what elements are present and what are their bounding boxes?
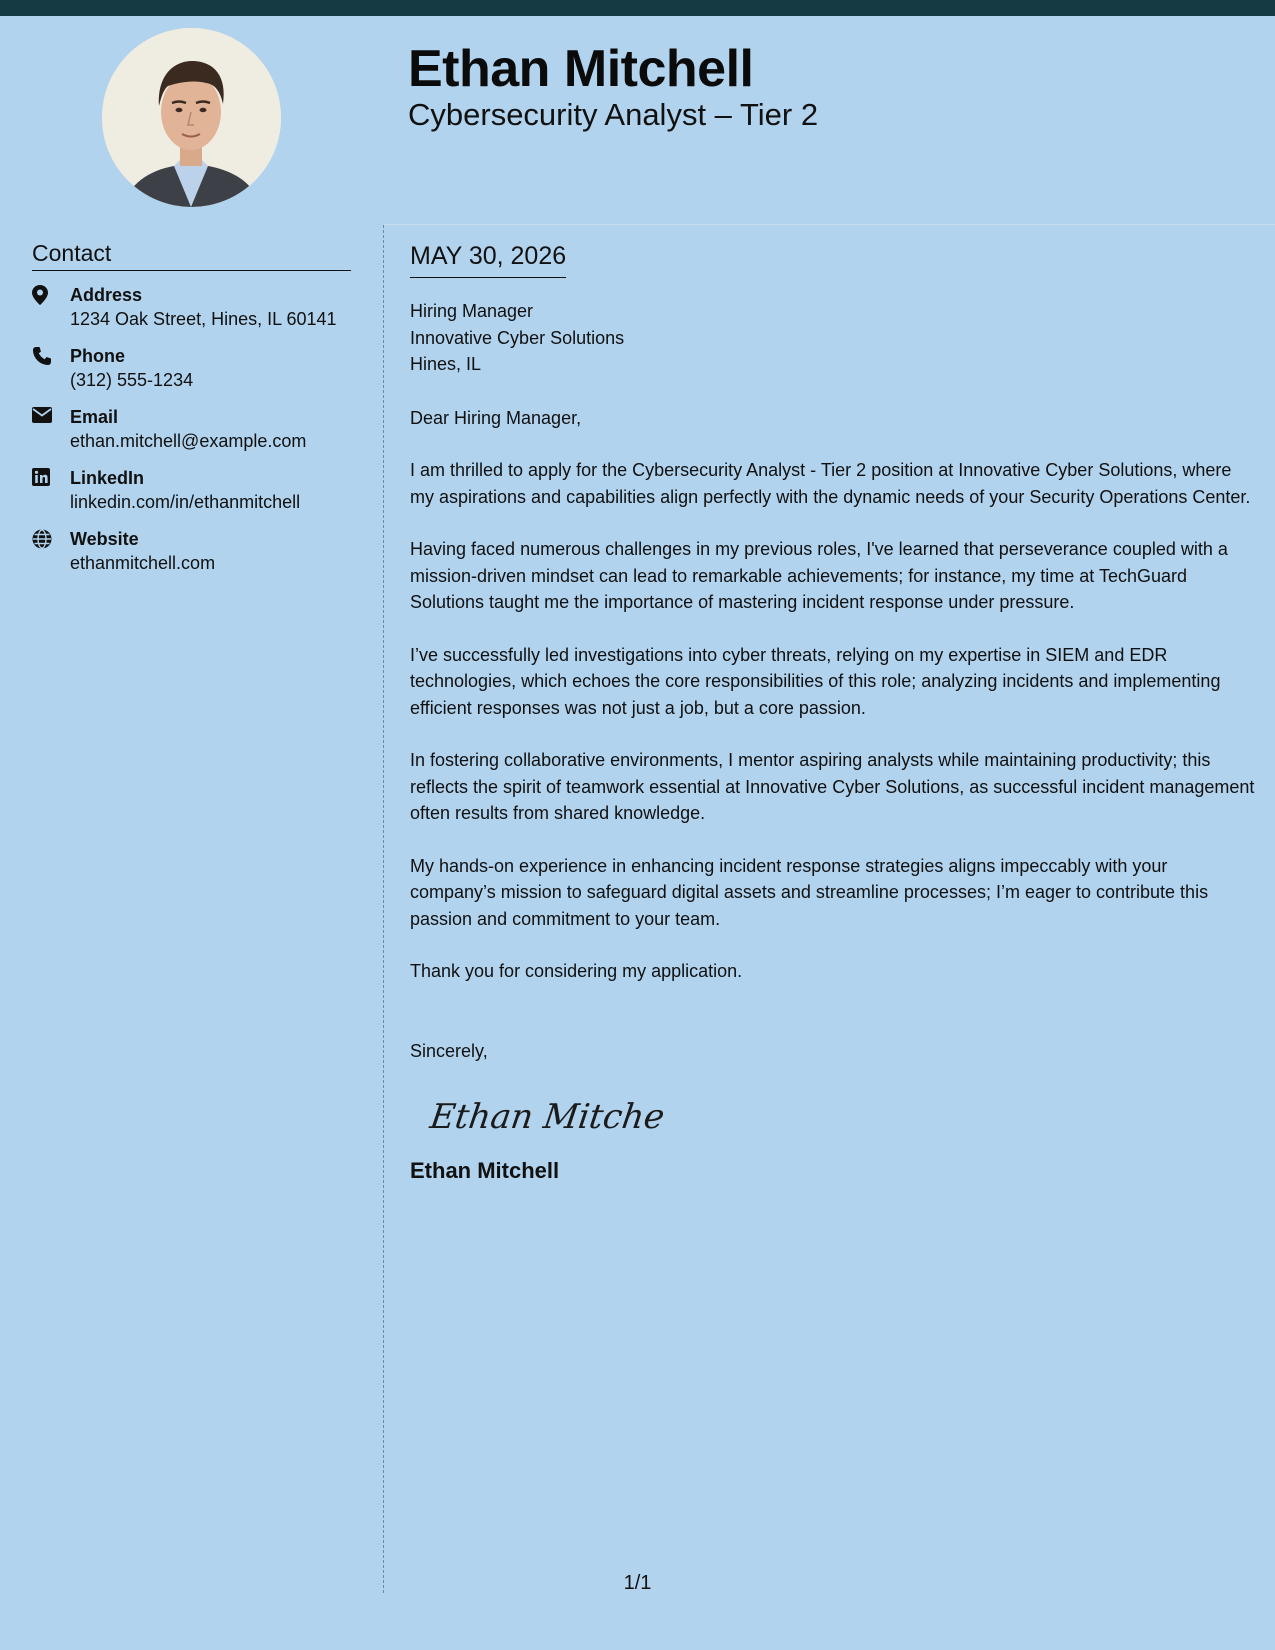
recipient-line: Hines, IL: [410, 354, 482, 374]
globe-icon: [32, 527, 70, 549]
paragraph: Having faced numerous challenges in my previous roles, I've learned that perseverance coupled with a mission-driven mindset can lead to remarkable achievements; for instance, my time at TechGuard Solutions taught me the importance of mastering incident response under pressure.: [410, 539, 1228, 612]
closing: Sincerely,: [410, 1040, 488, 1061]
top-accent-bar: [0, 0, 1275, 16]
contact-label: Phone: [70, 346, 126, 366]
letter-body: [410, 242, 1255, 1184]
envelope-icon: [32, 405, 70, 423]
contact-item-email: [32, 405, 351, 453]
job-title: Cybersecurity Analyst – Tier 2: [408, 96, 819, 132]
header-divider: [384, 224, 1275, 225]
linkedin-icon: [32, 466, 70, 486]
contact-item-linkedin: [32, 466, 351, 514]
email-value: ethan.mitchell@example.com: [70, 431, 307, 451]
header: [408, 40, 818, 133]
contact-sidebar: [32, 240, 351, 588]
handwritten-signature: [424, 1092, 664, 1140]
contact-item-address: [32, 283, 351, 331]
contact-label: Email: [70, 407, 119, 427]
svg-text:Ethan Mitchell: Ethan Mitchell: [427, 1097, 664, 1137]
page-number: 1/1: [623, 1572, 652, 1594]
linkedin-value: linkedin.com/in/ethanmitchell: [70, 492, 301, 512]
contact-item-website: [32, 527, 351, 575]
website-value: ethanmitchell.com: [70, 553, 216, 573]
salutation: Dear Hiring Manager,: [410, 407, 582, 428]
recipient-line: Hiring Manager: [410, 301, 534, 321]
paragraph: My hands-on experience in enhancing incident response strategies aligns impeccably with your company’s mission to safeguard digital assets and streamline processes; I’m eager to contribute this passion and commitment to your team.: [410, 855, 1209, 929]
contact-label: LinkedIn: [70, 468, 145, 488]
paragraph: I’ve successfully led investigations into cyber threats, relying on my expertise in SIEM and EDR technologies, which echoes the core responsibilities of this role; analyzing incidents and implementing efficient responses was not just a job, but a core passion.: [410, 644, 1221, 718]
letter-date: MAY 30, 2026: [410, 242, 566, 278]
profile-photo: [102, 28, 281, 207]
phone-icon: [32, 344, 70, 366]
phone-value: (312) 555-1234: [70, 370, 194, 390]
paragraph: In fostering collaborative environments, I mentor aspiring analysts while maintaining productivity; this reflects the spirit of teamwork essential at Innovative Cyber Solutions, as successful incident management often results from shared knowledge.: [410, 750, 1255, 823]
address-value: 1234 Oak Street, Hines, IL 60141: [70, 309, 337, 329]
paragraph: I am thrilled to apply for the Cybersecurity Analyst - Tier 2 position at Innovative Cyber Solutions, where my aspirations and capabilities align perfectly with the dynamic needs of your Security Operations Center.: [410, 460, 1251, 507]
column-divider: [383, 225, 384, 1593]
contact-label: Address: [70, 285, 143, 305]
recipient-block: [410, 298, 1255, 378]
map-pin-icon: [32, 283, 70, 305]
applicant-name: Ethan Mitchell: [408, 40, 754, 98]
contact-label: Website: [70, 529, 139, 549]
signer-name: Ethan Mitchell: [410, 1158, 560, 1183]
contact-item-phone: [32, 344, 351, 392]
contact-heading: Contact: [32, 240, 351, 271]
paragraph: Thank you for considering my application.: [410, 961, 743, 981]
recipient-line: Innovative Cyber Solutions: [410, 327, 625, 348]
